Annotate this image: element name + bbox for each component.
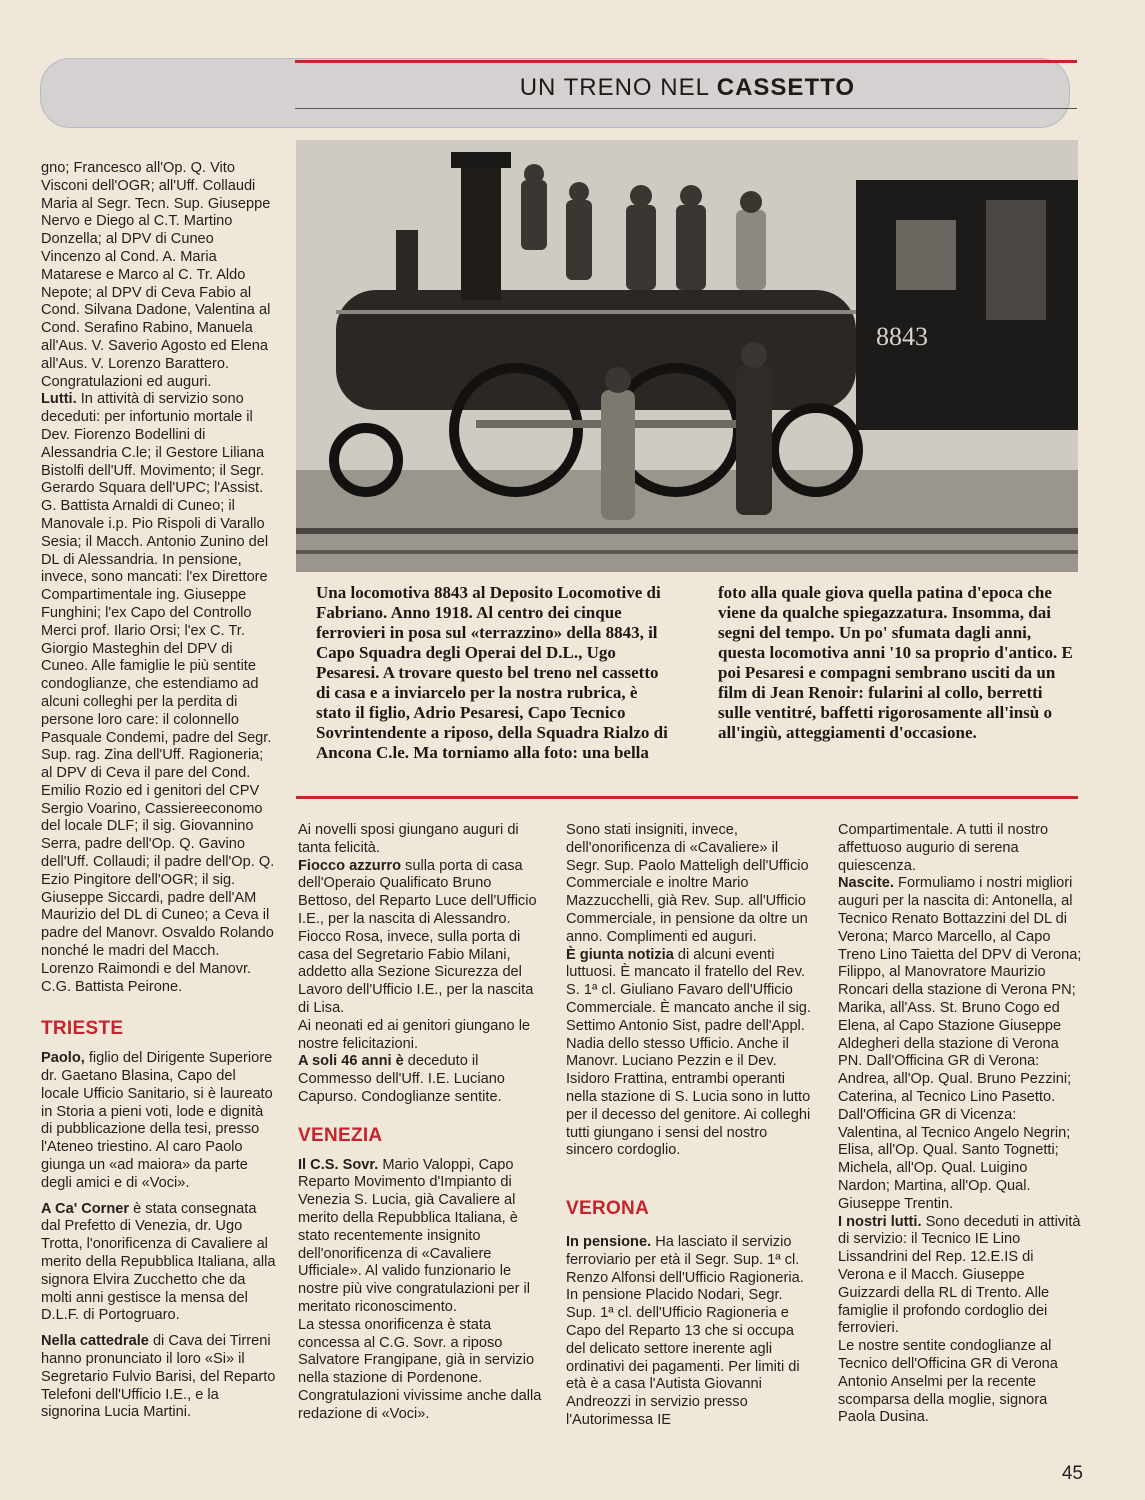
paragraph: [838, 875, 1083, 1213]
lead-in: Il C.S. Sovr.: [298, 1156, 379, 1173]
lead-in: È giunta notizia: [566, 946, 674, 963]
locomotive-photo: [296, 140, 1078, 572]
paragraph: [298, 1157, 543, 1317]
crew-head: [680, 185, 702, 207]
page-number: 45: [1061, 1463, 1083, 1484]
paragraph: [566, 947, 811, 1161]
crew-member: [736, 210, 766, 290]
lead-in: Nella cattedrale: [41, 1333, 149, 1350]
section-title-bold: CASSETTO: [716, 74, 855, 101]
header-red-rule: [295, 60, 1077, 63]
section-heading-verona: VERONA: [566, 1198, 650, 1220]
smokestack-cap: [451, 152, 511, 168]
paragraph-text: Sono deceduti in attività di servizio: il Tecnico IE Lino Lissandrini del Rep. 12.E.IS di Verona e il Macch. Giuseppe Guizzardi della RL di Trento. Alle famiglie il profondo cordoglio dei ferrovieri.: [838, 1213, 1081, 1337]
paragraph-text: Formuliamo i nostri migliori auguri per la nascita di: Antonella, al Tecnico Renato Bottazzini del DL di Verona; Marco Marcello, al Capo Treno Lino Taietta del DPV di Verona; Filippo, al Manovratore Maurizio Roncari della stazione di Verona PN; Marika, all'Ass. St. Bruno Cogo ed Elena, al Capo Stazione Giuseppe Aldegheri della stazione di Verona PN. Dall'Officina GR di Verona: Andrea, all'Op. Qual. Bruno Pezzini; Caterina, al Tecnico Lino Pasetto. Dall'Officina GR di Vicenza: Valentina, al Tecnico Angelo Negrin; Elisa, all'Op. Qual. Santo Tognetti; Michela, all'Op. Qual. Luigino Nardon; Martina, all'Op. Qual. Giuseppe Trentin.: [838, 875, 1082, 1212]
crew-head: [605, 367, 631, 393]
lead-in: Lutti.: [41, 391, 77, 408]
header-thin-rule: [295, 108, 1077, 109]
paragraph: Sono stati insigniti, invece, dell'onorificenza di «Cavaliere» il Segr. Sup. Paolo Matteligh dell'Ufficio Commerciale e inoltre Mario Mazzucchelli, già Rev. Sup. all'Ufficio Commerciale, in pensione da oltre un anno. Complimenti ed auguri.: [566, 822, 809, 945]
paragraph: Le nostre sentite condoglianze al Tecnico dell'Officina GR di Verona Antonio Anselmi per la recente scomparsa della moglie, signora Paola Dusina.: [838, 1338, 1058, 1426]
paragraph: [566, 1234, 811, 1430]
column-4: [838, 822, 1083, 1427]
crew-member-ground: [736, 365, 772, 515]
paragraph: [298, 858, 543, 929]
paragraph: [298, 1053, 543, 1106]
paragraph: Ai novelli sposi giungano auguri di tanta felicità.: [298, 822, 519, 856]
locomotive-illustration: [296, 140, 1078, 572]
paragraph-text: In attività di servizio sono deceduti: per infortunio mortale il Dev. Fiorenzo Bodellini di Alessandria C.le; il Gestore Liliana Bistolfi dell'Uff. Movimento; il Segr. Gerardo Squara dell'UPC; l'Assist. G. Battista Arnaldi di Cuneo; il Manovale i.p. Pio Rispoli di Varallo Sesia; il Macch. Antonio Zunino del DL di Alessandria. In pensione, invece, sono mancati: l'ex Direttore Compartimentale ing. Giuseppe Funghini; l'ex Capo del Controllo Merci prof. Ilario Orsi; l'ex C. Tr. Giorgio Masteghin del DPV di Cuneo. Alle famiglie le più sentite condoglianze, che estendiamo ad alcuni colleghi per la perdita di persone loro care: il colonnello Pasquale Condemi, padre del Segr. Sup. rag. Zina dell'Uff. Ragioneria; al DPV di Ceva il pare del Cond. Emilio Rozio ed i genitori del CPV Sergio Voarino, Cassiereeconomo del locale DLF; il sig. Giovannino Serra, padre dell'Op. Q. Gavino dell'Uff. Collaudi; il padre dell'Op. Q. Ezio Pingitore dell'OGR; il sig. Giuseppe Siccardi, padre dell'AM Maurizio del DL di Cuneo; a Ceva il padre del Manovr. Osvaldo Rolando nonché le madri del Macch. Lorenzo Raimondi e del Manovr. C.G. Battista Peirone.: [41, 391, 275, 995]
paragraph-text: Mario Valoppi, Capo Reparto Movimento d'Impianto di Venezia S. Lucia, già Cavaliere al merito della Repubblica Italiana, è stato recentemente insignito dell'onorificenza di «Cavaliere Ufficiale». Al valido funzionario le nostre più vive congratulazioni per il meritato riconoscimento.: [298, 1156, 531, 1315]
paragraph-text: deceduto il Commesso dell'Uff. I.E. Luciano Capurso. Condoglianze sentite.: [298, 1053, 505, 1105]
crew-head: [630, 185, 652, 207]
section-heading-venezia: VENEZIA: [298, 1124, 383, 1146]
paragraph: [41, 391, 276, 996]
crew-head: [741, 342, 767, 368]
crew-head: [740, 191, 762, 213]
lead-in: In pensione.: [566, 1233, 652, 1250]
paragraph-text: di Cava dei Tirreni hanno pronunciato il loro «Si» il Segretario Fulvio Barisi, del Reparto Telefoni dell'Ufficio I.E., e la signorina Lucia Martini.: [41, 1333, 276, 1421]
cab-window: [896, 220, 956, 290]
lead-in: A Ca' Corner: [41, 1200, 130, 1217]
lead-in: Fiocco azzurro: [298, 857, 401, 874]
paragraph: [41, 1201, 276, 1326]
crew-head: [569, 182, 589, 202]
paragraph: [41, 1333, 276, 1422]
photo-caption: Una locomotiva 8843 al Deposito Locomotive di Fabriano. Anno 1918. Al centro dei cinque ferrovieri in posa sul «terrazzino» della 8843, il Capo Squadra degli Operai del D.L., Ugo Pesaresi. A trovare questo bel treno nel cassetto di casa e a inviarcelo per la nostra rubrica, è stato il figlio, Adrio Pesaresi, Capo Tecnico Sovrintendente a riposo, della Squadra Rialzo di Ancona C.le. Ma torniamo alla foto: una bella foto alla quale giova quella patina d'epoca che viene da qualche spiegazzatura. Insomma, dai segni del tempo. Un po' sfumata dagli anni, questa locomotiva anni '10 sa proprio d'antico. E poi Pesaresi e compagni sembrano usciti da un film di Jean Renoir: fularini al collo, berretti sulle ventitré, baffetti rigorosamente all'insù o all'ingiù, atteggiamenti d'occasione.: [316, 583, 1073, 762]
rail: [296, 528, 1078, 534]
paragraph: Fiocco Rosa, invece, sulla porta di casa del Segretario Fabio Milani, addetto alla Sezione Sicurezza del Lavoro dell'Ufficio I.E., per la nascita di Lisa.: [298, 928, 534, 1016]
cab-door: [986, 200, 1046, 320]
paragraph-text: Ha lasciato il servizio ferroviario per età il Segr. Sup. 1ª cl. Renzo Alfonsi dell'Ufficio Ragioneria. In pensione Placido Nodari, Segr. Sup. 1ª cl. dell'Ufficio Ragioneria e Capo del Reparto 13 che si occupa del delicato settore inerente agli ordinativi dei pagamenti. Per limiti di età è a casa l'Autista Giovanni Andreozzi in servizio presso l'Autorimessa IE: [566, 1233, 804, 1428]
paragraph: Ai neonati ed ai genitori giungano le nostre felicitazioni.: [298, 1017, 531, 1052]
section-heading-trieste: TRIESTE: [41, 1018, 124, 1040]
crew-member: [626, 205, 656, 290]
paragraph: La stessa onorificenza è stata concessa al C.G. Sovr. a riposo Salvatore Frangipane, già in servizio nella stazione di Pordenone. Congratulazioni vivissime anche dalla redazione di «Voci».: [298, 1316, 542, 1422]
column-left: [41, 160, 276, 1422]
dome: [396, 230, 418, 300]
paragraph: gno; Francesco all'Op. Q. Vito Visconi dell'OGR; all'Uff. Collaudi Maria al Segr. Tecn. Sup. Giuseppe Nervo e Diego al C.T. Martino Donzella; al DPV di Cuneo Vincenzo al Cond. A. Maria Matarese e Marco al C. Tr. Aldo Nepote; al DPV di Ceva Fabio al Cond. Silvana Dadone, Valentina al Cond. Serafino Rabino, Manuela all'Aus. V. Saverio Agosto ed Elena all'Aus. V. Lorenzo Barattero. Congratulazioni ed auguri.: [41, 160, 271, 390]
locomotive-number: 8843: [876, 322, 928, 351]
paragraph-text: sulla porta di casa dell'Operaio Qualificato Bruno Bettoso, del Reparto Luce dell'Ufficio I.E., per la nascita di Alessandro.: [298, 857, 537, 927]
column-2: [298, 822, 543, 1424]
boiler: [336, 290, 856, 410]
terrace-railing: [336, 310, 856, 314]
smokestack: [461, 160, 501, 300]
lead-in: A soli 46 anni è: [298, 1053, 404, 1070]
photo-ground: [296, 470, 1078, 572]
section-title-light: UN TRENO NEL: [519, 74, 710, 101]
lead-in: Paolo,: [41, 1050, 85, 1067]
lead-in: Nascite.: [838, 875, 894, 892]
section-title: [295, 74, 1077, 102]
crew-member-ground: [601, 390, 635, 520]
paragraph-text: figlio del Dirigente Superiore dr. Gaetano Blasina, Capo del locale Ufficio Sanitario, si è laureato in Storia a pieni voti, lode e dignità di pubblicazione della tesi, presso l'Ateneo triestino. Al caro Paolo giunga un «ad maiora» da parte degli amici e di «Voci».: [41, 1050, 273, 1191]
column-3: [566, 822, 811, 1430]
crew-member: [566, 200, 592, 280]
crew-member: [676, 205, 706, 290]
paragraph: [41, 1050, 276, 1192]
paragraph-text: è stata consegnata dal Prefetto di Venezia, dr. Ugo Trotta, l'onorificenza di Cavaliere al merito della Repubblica Italiana, alla signora Elvira Zucchetto che da molti anni gestisce la mensa del D.L.F. di Portogruaro.: [41, 1200, 276, 1324]
crew-member: [521, 180, 547, 250]
caption-red-rule: [296, 796, 1078, 799]
paragraph-text: di alcuni eventi luttuosi. È mancato il fratello del Rev. S. 1ª cl. Giuliano Favaro dell'Ufficio Commerciale. È mancato anche il sig. Settimo Antonio Sist, padre dell'Appl. Nadia dello stesso Ufficio. Anche il Manovr. Luciano Pezzin e il Dev. Isidoro Frattina, entrambi operanti nella stazione di S. Lucia sono in lutto per il decesso del genitore. Ai colleghi tutti giungano i sensi del nostro sincero cordoglio.: [566, 946, 811, 1159]
rail: [296, 550, 1078, 554]
paragraph: Compartimentale. A tutti il nostro affettuoso augurio di serena quiescenza.: [838, 822, 1049, 874]
crew-head: [524, 164, 544, 184]
paragraph: [838, 1214, 1083, 1339]
lead-in: I nostri lutti.: [838, 1213, 922, 1230]
